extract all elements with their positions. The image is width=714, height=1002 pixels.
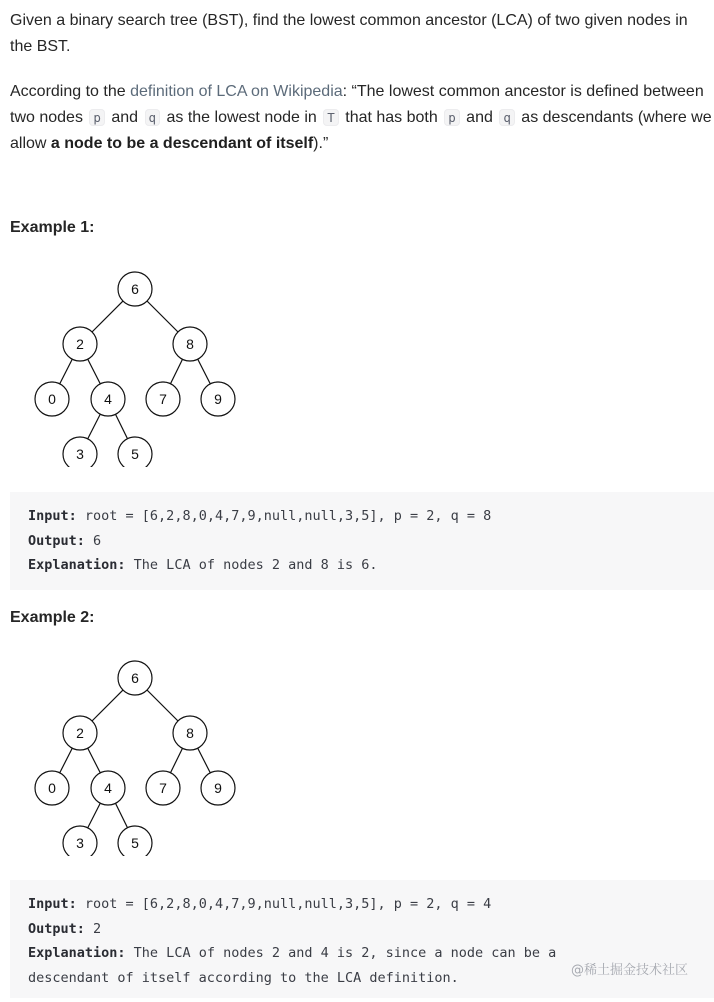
tree-node-label-8: 8	[186, 725, 194, 741]
tree-node-label-2: 2	[76, 725, 84, 741]
description-line: Given a binary search tree (BST), find the lowest common ancestor (LCA) of two given nodes in the BST.	[10, 12, 688, 55]
tree-node-label-5: 5	[131, 835, 139, 851]
tree-node-label-7: 7	[159, 391, 167, 407]
tree-node-label-3: 3	[76, 835, 84, 851]
watermark: @稀土掘金技术社区	[570, 963, 688, 978]
tree-node-label-9: 9	[214, 780, 222, 796]
input-value: root = [6,2,8,0,4,7,9,null,null,3,5], p = 2, q = 8	[76, 508, 492, 524]
example-1-code	[10, 492, 714, 590]
output-label: Output:	[28, 532, 85, 549]
tree-node-label-4: 4	[104, 780, 112, 796]
tree-node-label-4: 4	[104, 391, 112, 407]
output-value: 2	[84, 920, 102, 937]
tree-node-label-8: 8	[186, 336, 194, 352]
code-q: q	[145, 109, 161, 126]
example-2-tree	[28, 651, 248, 851]
input-value: root = [6,2,8,0,4,7,9,null,null,3,5], p = 2, q = 4	[76, 896, 492, 912]
explanation-label: Explanation:	[28, 557, 126, 573]
example-2-heading: Example 2:	[10, 609, 95, 626]
example-2-code	[10, 880, 714, 998]
output-label: Output:	[28, 920, 85, 937]
tree-node-label-6: 6	[131, 281, 139, 297]
tree-node-label-6: 6	[131, 670, 139, 686]
explanation-label: Explanation:	[28, 945, 126, 961]
tree-node-label-0: 0	[48, 780, 56, 796]
code-T: T	[323, 109, 339, 126]
explanation-value: The LCA of nodes 2 and 8 is 6.	[125, 557, 378, 573]
output-value: 6	[84, 532, 102, 549]
tree-node-label-7: 7	[159, 780, 167, 796]
example-1-heading: Example 1:	[10, 219, 95, 236]
tree-diagram-1	[28, 262, 248, 467]
code-p-2: p	[444, 109, 460, 126]
code-p: p	[89, 109, 105, 126]
lca-definition: According to the definition of LCA on Wikipedia: “The lowest common ancestor is defined between two nodes p and q as the lowest node in T that has both p and q as descendants (where we allow a node to be a descendant of itself).”	[10, 83, 712, 152]
tree-diagram-2	[28, 651, 248, 856]
explanation-value: The LCA of nodes 2 and 4 is 2, since a node can be a	[125, 945, 557, 961]
tree-node-label-5: 5	[131, 446, 139, 462]
bold-itself: a node to be a descendant of itself	[50, 135, 314, 152]
tree-node-label-9: 9	[214, 391, 222, 407]
tree-node-label-0: 0	[48, 391, 56, 407]
problem-description	[10, 8, 714, 60]
input-label: Input:	[28, 896, 77, 912]
wikipedia-link[interactable]: definition of LCA on Wikipedia	[130, 83, 343, 100]
explanation-value-continued: descendant of itself according to the LCA definition.	[28, 969, 459, 986]
tree-node-label-3: 3	[76, 446, 84, 462]
code-q-2: q	[499, 109, 515, 126]
input-label: Input:	[28, 508, 77, 524]
example-1-tree	[28, 262, 248, 462]
tree-node-label-2: 2	[76, 336, 84, 352]
